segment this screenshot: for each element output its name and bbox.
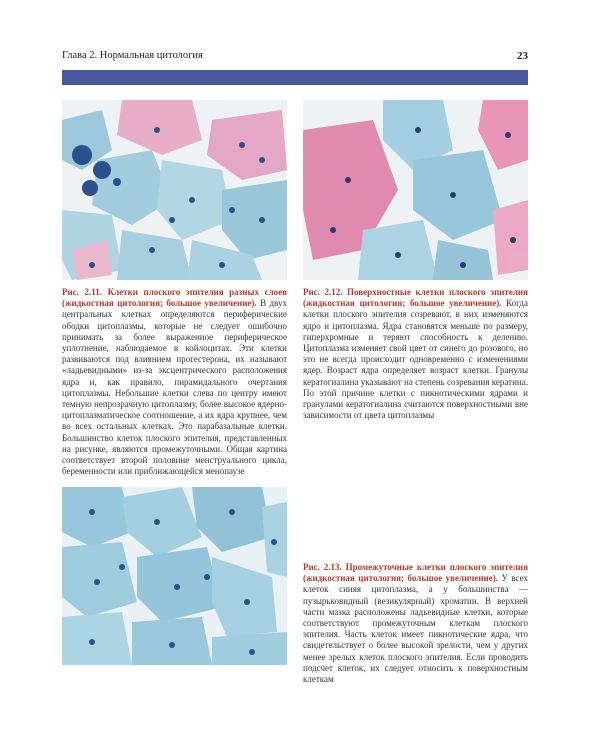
- page-number: 23: [517, 50, 528, 62]
- figure-2-13-caption: [303, 562, 528, 685]
- figure-2-13-image: [62, 487, 287, 665]
- figure-2-11-caption: [62, 287, 287, 477]
- chapter-title: Глава 2. Нормальная цитология: [62, 50, 203, 61]
- figure-2-12-caption-text: Когда клетки плоского эпителия созревают, в них изменяются ядро и цитоплазма. Ядра становятся меньше по размеру, гиперхромные и теряют способность к делению. Цитоплазма изменяет свой цвет от синего до розового, но это не всегда происходит одновременно с изменениями ядер. Возраст ядра определяет возраст клетки. Гранулы кератогиалина указывают на степень созревания кератина. По этой причине клетки с пикнотическими ядрами и гранулами кератогиалина считаются поверхностными вне зависимости от цвета цитоплазмы: [303, 298, 528, 421]
- figure-2-11-caption-text: В двух центральных клетках определяются периферические ободки цитоплазмы, которые не следует ошибочно принимать за более выраженное периферическое уплотнение, наблюдаемое в койлоцитах. Эти клетки развиваются под влиянием прогестерона, их называют «ладьевидными» из-за эксцентрического расположения ядра и, как правило, пирамидального очертания цитоплазмы. Небольшие клетки слева по центру имеют темную непрозрачную цитоплазму, более высокое ядерно-цитоплазматическое соотношение, а их ядра крупнее, чем во всех остальных клетках. Это парабазальные клетки. Большинство клеток плоского эпителия, представленных на рисунке, являются промежуточными. Общая картина соответствует второй половине менструального цикла, беременности или приближающейся менопаузе: [62, 298, 287, 477]
- figure-2-13-caption-title: Рис. 2.13. Промежуточные клетки плоского эпителия (жидкостная цитология; большое увеличение).: [303, 562, 528, 584]
- figure-2-11-caption-title: Рис. 2.11. Клетки плоского эпителия разных слоев (жидкостная цитология; большое увеличение).: [62, 287, 287, 309]
- figure-2-12-image: [303, 100, 528, 280]
- header-bar: [62, 70, 528, 85]
- figure-2-12-caption-title: Рис. 2.12. Поверхностные клетки плоского эпителия (жидкостная цитология; большое увеличение).: [303, 287, 528, 309]
- figure-2-13-caption-text: У всех клеток синяя цитоплазма, а у большинства — пузырьковидный (везикулярный) хроматин. В верхней части мазка расположены ладьевидные клетки, которые соответствуют промежуточным клеткам плоского эпителия. Часть клеток имеет пикнотические ядра, что свидетельствует о более высокой зрелости, чем у других менее зрелых клеток плоского эпителия. Если проводить подсчет клеток, их следует относить к поверхностным клеткам: [303, 573, 528, 685]
- figure-2-12-caption: [303, 287, 528, 421]
- figure-2-11-image: [62, 100, 287, 280]
